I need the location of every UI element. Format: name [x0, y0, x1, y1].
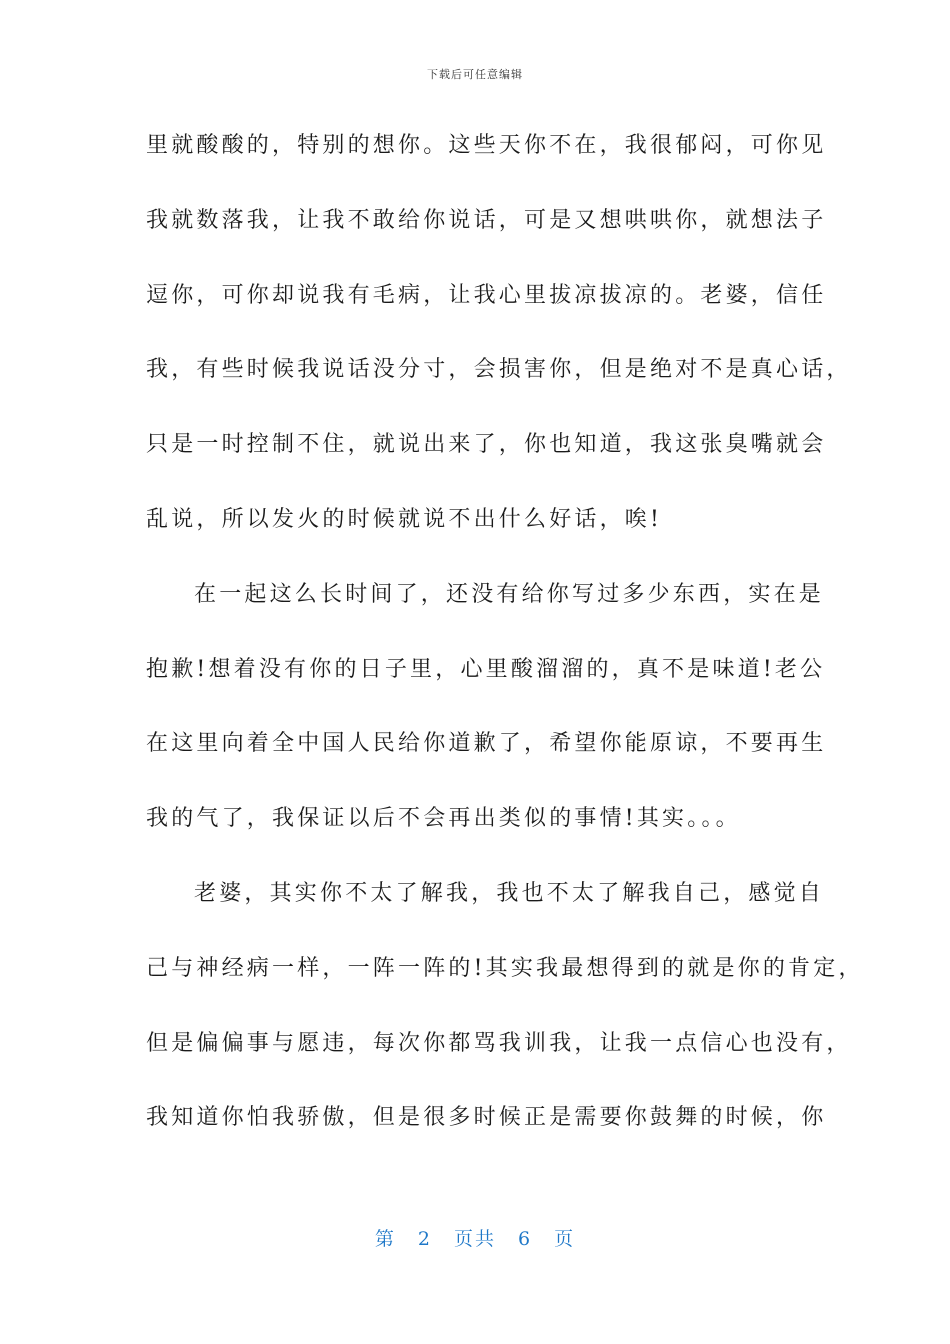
page-prefix: 第 [374, 1228, 396, 1250]
text-line: 我知道你怕我骄傲，但是很多时候正是需要你鼓舞的时候，你 [146, 1105, 827, 1131]
text-line: 只是一时控制不住，就说出来了，你也知道，我这张臭嘴就会 [146, 432, 827, 458]
page-header: 下载后可任意编辑 [427, 68, 523, 81]
text-line: 我，有些时候我说话没分寸，会损害你，但是绝对不是真心话， [146, 357, 852, 383]
text-line: 里就酸酸的，特别的想你。这些天你不在，我很郁闷，可你见 [146, 133, 827, 158]
text-line: 我就数落我，让我不敢给你说话，可是又想哄哄你，就想法子 [146, 207, 827, 233]
page-number: 2 [417, 1228, 432, 1250]
text-line: 在这里向着全中国人民给你道歉了，希望你能原谅，不要再生 [146, 731, 827, 757]
text-line: 但是偏偏事与愿违，每次你都骂我训我，让我一点信心也没有， [146, 1030, 852, 1056]
text-line: 我的气了，我保证以后不会再出类似的事情!其实。。。 [146, 806, 741, 832]
paragraph-start-line: 老婆，其实你不太了解我，我也不太了解我自己，感觉自 [194, 880, 825, 906]
text-line: 抱歉!想着没有你的日子里，心里酸溜溜的，真不是味道!老公 [146, 656, 826, 682]
total-pages: 6 [518, 1228, 533, 1250]
document-body [146, 120, 864, 1167]
paragraph-start-line: 在一起这么长时间了，还没有给你写过多少东西，实在是 [194, 581, 825, 607]
text-line: 己与神经病一样，一阵一阵的!其实我最想得到的就是你的肯定， [146, 955, 864, 981]
text-line: 乱说，所以发火的时候就说不出什么好话，唉! [146, 506, 663, 532]
page-suffix: 页 [554, 1228, 576, 1250]
page-footer [0, 1224, 950, 1251]
page-mid: 页共 [453, 1228, 496, 1250]
text-line: 逗你，可你却说我有毛病，让我心里拔凉拔凉的。老婆，信任 [146, 282, 827, 308]
